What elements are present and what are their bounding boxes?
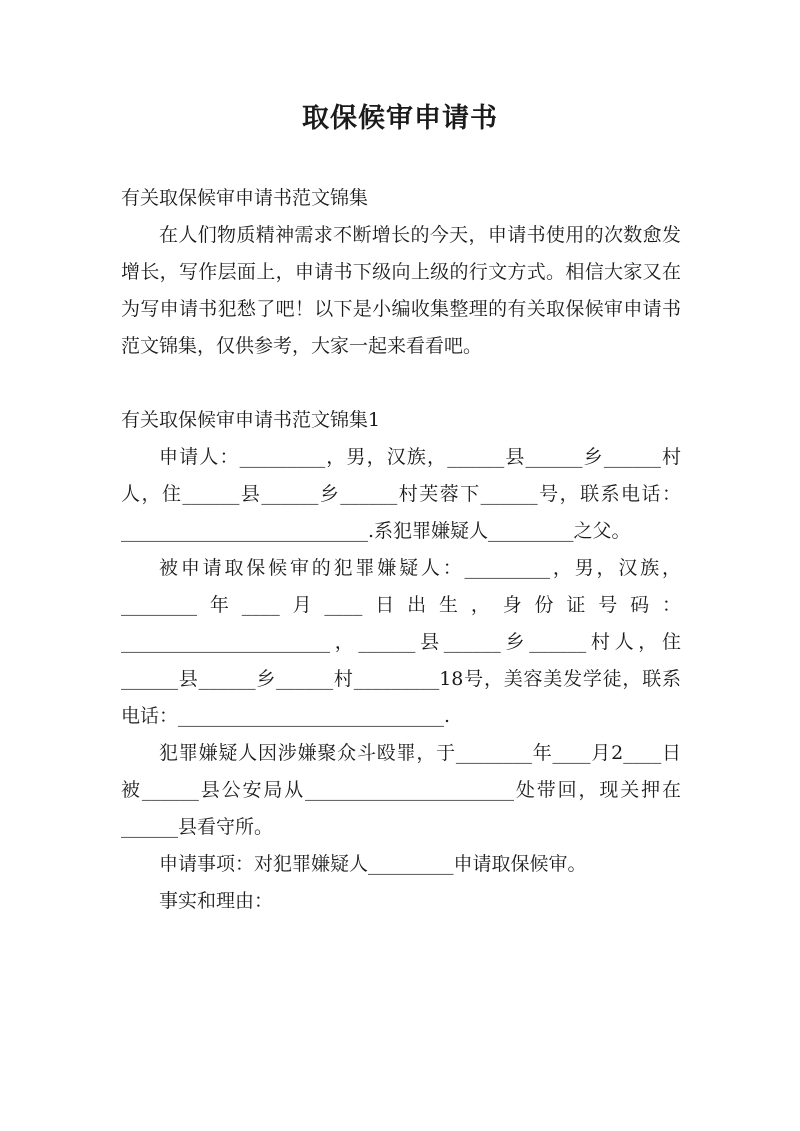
section-heading: 有关取保候审申请书范文锦集 [121,187,369,209]
document-title: 取保候审申请书 [302,103,498,134]
facts-reasons-paragraph: 事实和理由： [159,890,274,912]
suspect-paragraph: 被申请取保候审的犯罪嫌疑人：_________，男，汉族，________年____月____日出生，身份证号码：______________________，______县______乡______村人，住______县______乡______村_________18号，美容美发学徒，联系电话：____________________________. [121,557,681,727]
applicant-paragraph: 申请人：_________，男，汉族，______县______乡______村人，住______县______乡______村芙蓉下______号，联系电话：__________________________.系犯罪嫌疑人_________之父。 [121,446,681,542]
document-body [121,180,681,920]
intro-paragraph: 在人们物质精神需求不断增长的今天，申请书使用的次数愈发增长，写作层面上，申请书下级向上级的行文方式。相信大家又在为写申请书犯愁了吧！以下是小编收集整理的有关取保候审申请书范文锦集，仅供参考，大家一起来看看吧。 [121,224,681,357]
sample-heading: 有关取保候审申请书范文锦集1 [121,409,381,431]
request-paragraph: 申请事项：对犯罪嫌疑人_________申请取保候审。 [159,853,587,875]
paragraph-gap [121,365,681,402]
detention-paragraph: 犯罪嫌疑人因涉嫌聚众斗殴罪，于________年____月2____日被______县公安局从______________________处带回，现关押在______县看守所。 [121,742,681,838]
